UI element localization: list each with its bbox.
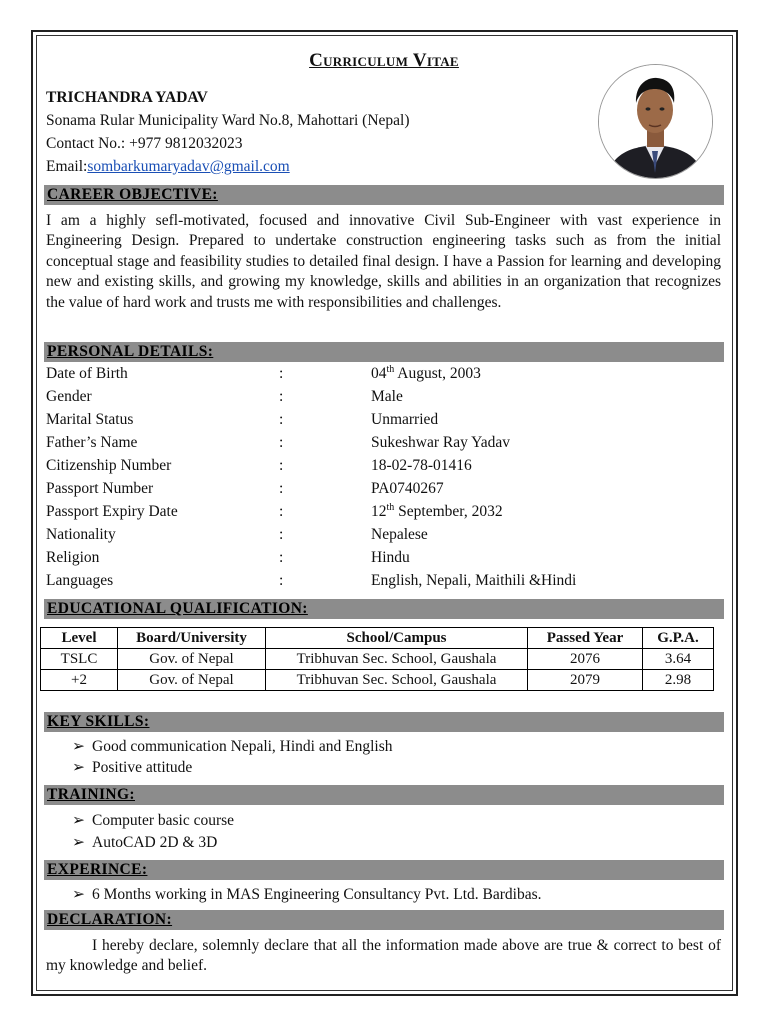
- detail-value: [371, 457, 472, 475]
- detail-colon: :: [279, 503, 284, 520]
- detail-colon: :: [279, 457, 284, 474]
- email-label: Email:: [46, 158, 88, 175]
- detail-label: Citizenship Number: [46, 457, 172, 474]
- table-cell: Gov. of Nepal: [118, 649, 266, 670]
- detail-colon: :: [279, 526, 284, 543]
- training-text: Computer basic course: [92, 812, 235, 829]
- detail-colon: :: [279, 572, 284, 589]
- email-link[interactable]: sombarkumaryadav@gmail.com: [87, 158, 290, 175]
- table-row: [41, 670, 714, 691]
- address: Sonama Rular Municipality Ward No.8, Mahottari (Nepal): [46, 112, 410, 129]
- section-heading-training: TRAINING:: [47, 786, 135, 803]
- detail-value-text: Unmarried: [371, 411, 439, 428]
- detail-label: Nationality: [46, 526, 116, 543]
- personal-detail-row: [46, 434, 726, 456]
- education-table: [40, 627, 714, 691]
- table-cell: 3.64: [643, 649, 714, 670]
- table-cell: Tribhuvan Sec. School, Gaushala: [266, 649, 528, 670]
- section-heading-education: EDUCATIONAL QUALIFICATION:: [47, 600, 308, 617]
- training-text: AutoCAD 2D & 3D: [92, 834, 218, 851]
- detail-label: Passport Number: [46, 480, 154, 497]
- section-bar-key-skills: [44, 712, 724, 732]
- personal-detail-row: [46, 457, 726, 479]
- ordinal-suffix: th: [386, 363, 395, 375]
- detail-label: Father’s Name: [46, 434, 138, 451]
- arrow-bullet-icon: ➢: [72, 759, 85, 776]
- table-header-cell: Level: [41, 628, 118, 649]
- detail-value-text: English, Nepali, Maithili &Hindi: [371, 572, 577, 589]
- list-item: [72, 737, 392, 756]
- table-cell: Gov. of Nepal: [118, 670, 266, 691]
- section-bar-personal-details: [44, 342, 724, 362]
- personal-detail-row: [46, 388, 726, 410]
- section-heading-declaration: DECLARATION:: [47, 911, 173, 928]
- education-table-body: [41, 649, 714, 691]
- detail-value-text: August, 2003: [394, 365, 481, 382]
- list-item: [72, 758, 192, 777]
- detail-value: [371, 572, 576, 590]
- skill-text: Positive attitude: [92, 759, 193, 776]
- detail-colon: :: [279, 434, 284, 451]
- detail-value: [371, 549, 410, 567]
- personal-detail-row: [46, 365, 726, 387]
- detail-value-text: Male: [371, 388, 403, 405]
- list-item: [72, 885, 541, 904]
- detail-value: [371, 503, 503, 521]
- detail-value: [371, 365, 481, 383]
- section-bar-declaration: [44, 910, 724, 930]
- table-cell: TSLC: [41, 649, 118, 670]
- section-heading-experience: EXPERINCE:: [47, 861, 148, 878]
- education-header-row: [41, 628, 714, 649]
- detail-value: [371, 526, 428, 544]
- detail-label: Date of Birth: [46, 365, 128, 382]
- table-cell: 2.98: [643, 670, 714, 691]
- document-title: Curriculum Vitae: [309, 50, 459, 71]
- ordinal-suffix: th: [386, 501, 395, 513]
- personal-detail-row: [46, 503, 726, 525]
- detail-value: [371, 388, 403, 406]
- declaration-text: I hereby declare, solemnly declare that all the information made above are true & correct to best of my knowledge and belief.: [46, 937, 721, 975]
- personal-detail-row: [46, 411, 726, 433]
- personal-detail-row: [46, 572, 726, 594]
- arrow-bullet-icon: ➢: [72, 738, 85, 755]
- detail-value: [371, 411, 438, 429]
- table-cell: Tribhuvan Sec. School, Gaushala: [266, 670, 528, 691]
- detail-value-text: 12: [371, 503, 387, 520]
- detail-value-text: PA0740267: [371, 480, 444, 497]
- career-objective-text: I am a highly sefl-motivated, focused and innovative Civil Sub-Engineer with vast experience in Engineering Design. Prepared to undertake construction engineering tasks such as from the initial conceptual stage and feasibility studies to detailed final design. I have a Passion for learning and developing new and existing skills, and growing my knowledge, skills and abilities in an organization that recognizes the value of hard work and trusts me with responsibilities and challenges.: [46, 212, 721, 311]
- detail-value-text: September, 2032: [394, 503, 503, 520]
- detail-label: Gender: [46, 388, 92, 405]
- detail-label: Marital Status: [46, 411, 134, 428]
- contact-number: Contact No.: +977 9812032023: [46, 135, 243, 152]
- section-bar-education: [44, 599, 724, 619]
- table-cell: 2076: [528, 649, 643, 670]
- section-bar-experience: [44, 860, 724, 880]
- table-cell: +2: [41, 670, 118, 691]
- detail-value-text: 18-02-78-01416: [371, 457, 472, 474]
- detail-label: Passport Expiry Date: [46, 503, 178, 520]
- table-header-cell: G.P.A.: [643, 628, 714, 649]
- personal-detail-row: [46, 480, 726, 502]
- detail-value-text: Nepalese: [371, 526, 428, 543]
- detail-colon: :: [279, 480, 284, 497]
- section-bar-training: [44, 785, 724, 805]
- detail-colon: :: [279, 388, 284, 405]
- arrow-bullet-icon: ➢: [72, 834, 85, 851]
- detail-label: Languages: [46, 572, 114, 589]
- detail-value: [371, 434, 510, 452]
- applicant-name: TRICHANDRA YADAV: [46, 89, 208, 106]
- experience-text: 6 Months working in MAS Engineering Consultancy Pvt. Ltd. Bardibas.: [92, 886, 542, 903]
- personal-detail-row: [46, 526, 726, 548]
- detail-value: [371, 480, 444, 498]
- detail-colon: :: [279, 411, 284, 428]
- table-header-cell: School/Campus: [266, 628, 528, 649]
- table-cell: 2079: [528, 670, 643, 691]
- table-header-cell: Passed Year: [528, 628, 643, 649]
- person-portrait-icon: [599, 65, 712, 178]
- detail-value-text: Hindu: [371, 549, 410, 566]
- arrow-bullet-icon: ➢: [72, 812, 85, 829]
- detail-colon: :: [279, 549, 284, 566]
- personal-detail-row: [46, 549, 726, 571]
- section-heading-career-objective: CAREER OBJECTIVE:: [47, 186, 218, 203]
- detail-colon: :: [279, 365, 284, 382]
- email-line: [46, 158, 290, 176]
- detail-value-text: 04: [371, 365, 387, 382]
- table-header-cell: Board/University: [118, 628, 266, 649]
- profile-photo: [598, 64, 713, 179]
- table-row: [41, 649, 714, 670]
- section-bar-career-objective: [44, 185, 724, 205]
- section-heading-key-skills: KEY SKILLS:: [47, 713, 150, 730]
- list-item: [72, 833, 217, 852]
- list-item: [72, 811, 234, 830]
- arrow-bullet-icon: ➢: [72, 886, 85, 903]
- detail-value-text: Sukeshwar Ray Yadav: [371, 434, 511, 451]
- skill-text: Good communication Nepali, Hindi and English: [92, 738, 393, 755]
- detail-label: Religion: [46, 549, 100, 566]
- section-heading-personal-details: PERSONAL DETAILS:: [47, 343, 214, 360]
